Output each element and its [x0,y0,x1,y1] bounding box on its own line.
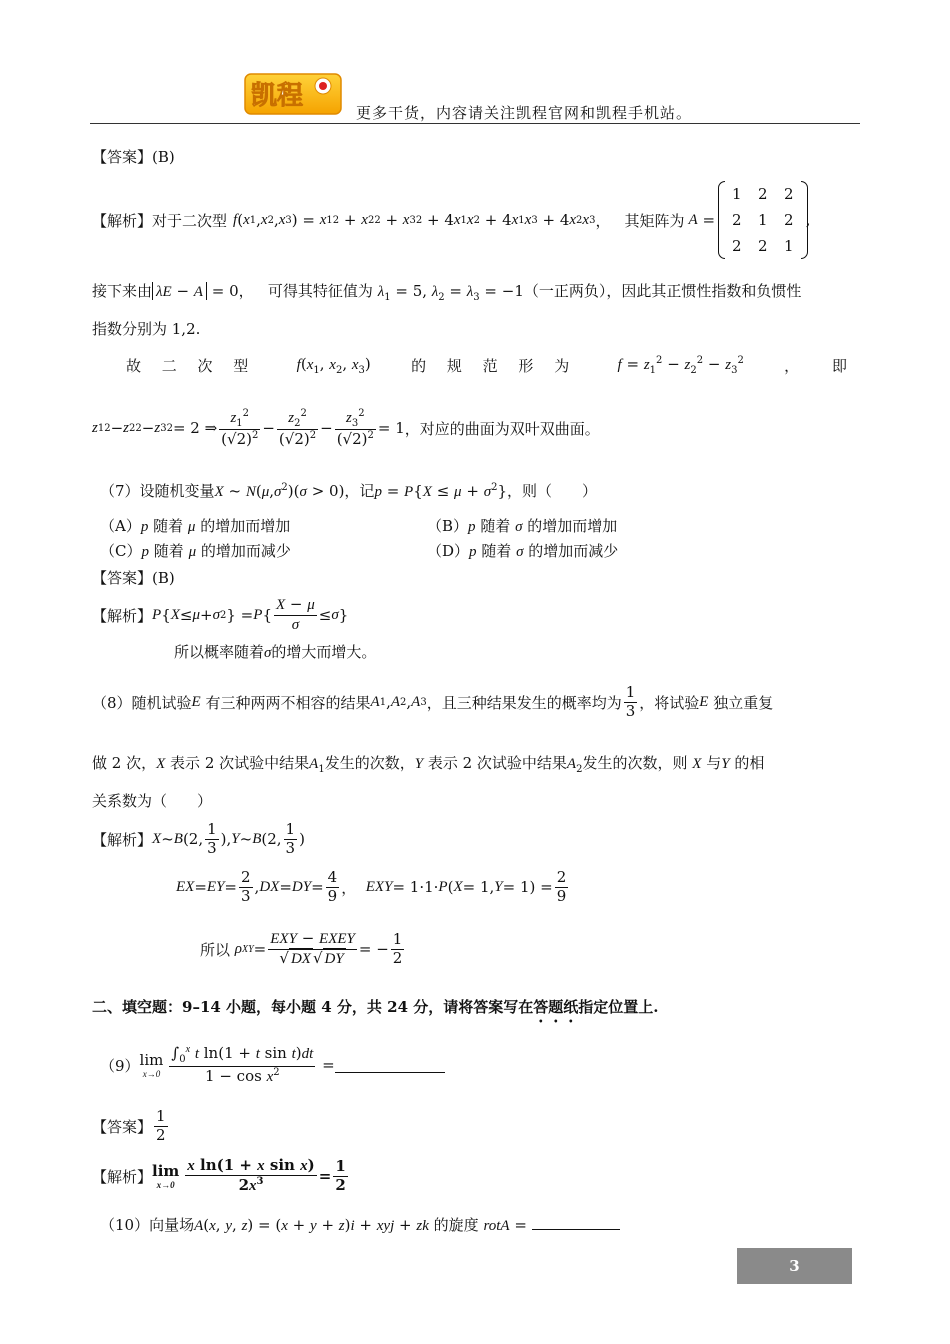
q7-option-d[interactable]: （D）p 随着 σ 的增加而减少 [427,542,619,560]
q7-analysis-line2: 所以概率随着σ的增大而增大。 [174,643,377,661]
q10-answer-blank[interactable] [532,1215,620,1230]
matrix-a: 1 2 2 2 1 2 2 2 1 [720,185,806,255]
section2-heading: 二、填空题：9–14 小题，每小题 4 分，共 24 分，请将答案写在答题纸指定位置上. [92,998,659,1016]
kaicheng-logo [243,70,343,118]
q7-option-b[interactable]: （B）p 随着 σ 的增加而增加 [427,517,618,535]
q6-analysis-line4: 故 二 次 型 $f(x_1$, $x_2$, $x_3$) 的 规 范 形 为 $f = z_1^2 - z_2^2 - z_3^2$ ， 即 [126,355,861,376]
q9-answer: 【答案】 $\frac{1}{2}$ [92,1107,166,1144]
q7-option-a[interactable]: （A）p 随着 μ 的增加而增加 [100,517,291,535]
q8-stem: （8）随机试验 E 有三种两两不相容的结果 A 1 , A 2 , A 3 ，且三种结果发生的概率均为 $\frac{1}{3}$ ，将试验 E 独立重复 [92,683,774,720]
q6-analysis-line5: z 1 2 − z 2 2 − z 3 2 = 2 ⇒ $\frac{z_1^2}{(√2)^2}$ − $\frac{z_2^2}{(√2)^2}$ − $\frac{z_3^2}{(√2)^2}$ = 1 ，对应的曲面为双叶双曲面。 [92,407,600,449]
q7-option-c[interactable]: （C）p 随着 μ 的增加而减少 [100,542,291,560]
page-number: 3 [789,1257,800,1275]
q8-analysis-line3: 所以 ρ XY = $\frac{\text{EXY − EXEY}}{√ DX √ DY}$ = − $\frac{1}{2}$ [200,929,403,967]
q8-analysis-line1: 【解析】 X ~ B (2, $\frac{1}{3}$ ), Y ~ B (2, $\frac{1}{3}$ ) [92,820,305,857]
q7-stem: （7）设随机变量X ~ $N(\mu,\sigma^2)(\sigma > 0)$，记$p = P\{X \le \mu + \sigma^2\}$，则（ ） [100,482,598,500]
q9-analysis: 【解析】 lim x→0 $\frac{\text{x ln(1 + x sin x)}}{2x^3}$ = $\frac{1}{2}$ [92,1155,346,1194]
q6-analysis-line1: 【解析】 对于二次型 f ( x 1 , x 2 , x 3 ) = x 1 2 + x 2 2 + x 3 2 + 4 x 1 x 2 + 4 x 1 x 3 + 4 x 2 x 3 ， 其矩阵为 A = 1 2 2 2 1 2 2 2 1 , [92,185,811,255]
q8-stem-line3: 关系数为（ ） [92,792,213,810]
q6-answer: 【答案】(B) [92,148,175,166]
q9-stem: （9） lim x→0 $\frac{\int_0^x t \ln(1 + t \sin t)dt}{1 - \cos x^2}$ = [100,1034,445,1096]
q6-analysis-line2: 接下来由 λE − A = 0， 可得其特征值为 $\lambda_1 = 5$, $\lambda_2 = \lambda_3 = -1$（一正两负），因此其正惯性指数和负惯性 [92,282,802,303]
q10-stem: （10）向量场A(x, y, z) = (x + y + z)i + xyj + zk 的旋度 rotA = [100,1214,620,1235]
q7-analysis: 【解析】 P { X ≤ μ + σ 2 } = P { $\frac{X - \mu}{\sigma}$ ≤ σ } [92,595,349,633]
q8-stem-line2: 做 2 次，X 表示 2 次试验中结果$A_1$发生的次数，Y 表示 2 次试验中结果$A_2$发生的次数，则 X 与Y 的相 [92,754,765,775]
header-divider [90,123,860,124]
q7-answer: 【答案】(B) [92,569,175,587]
q8-analysis-line2: EX = EY = $\frac{2}{3}$ , DX = DY = $\frac{4}{9}$ ， EXY = 1·1· P ( X = 1, Y = 1) = $\frac{2}{9}$ [176,868,567,905]
q9-answer-blank[interactable] [335,1058,445,1073]
logo-text: 凯程 [250,81,304,111]
q6-analysis-line3: 指数分别为 1,2. [92,320,201,338]
header-tagline: 更多干货，内容请关注凯程官网和凯程手机站。 [356,104,693,122]
